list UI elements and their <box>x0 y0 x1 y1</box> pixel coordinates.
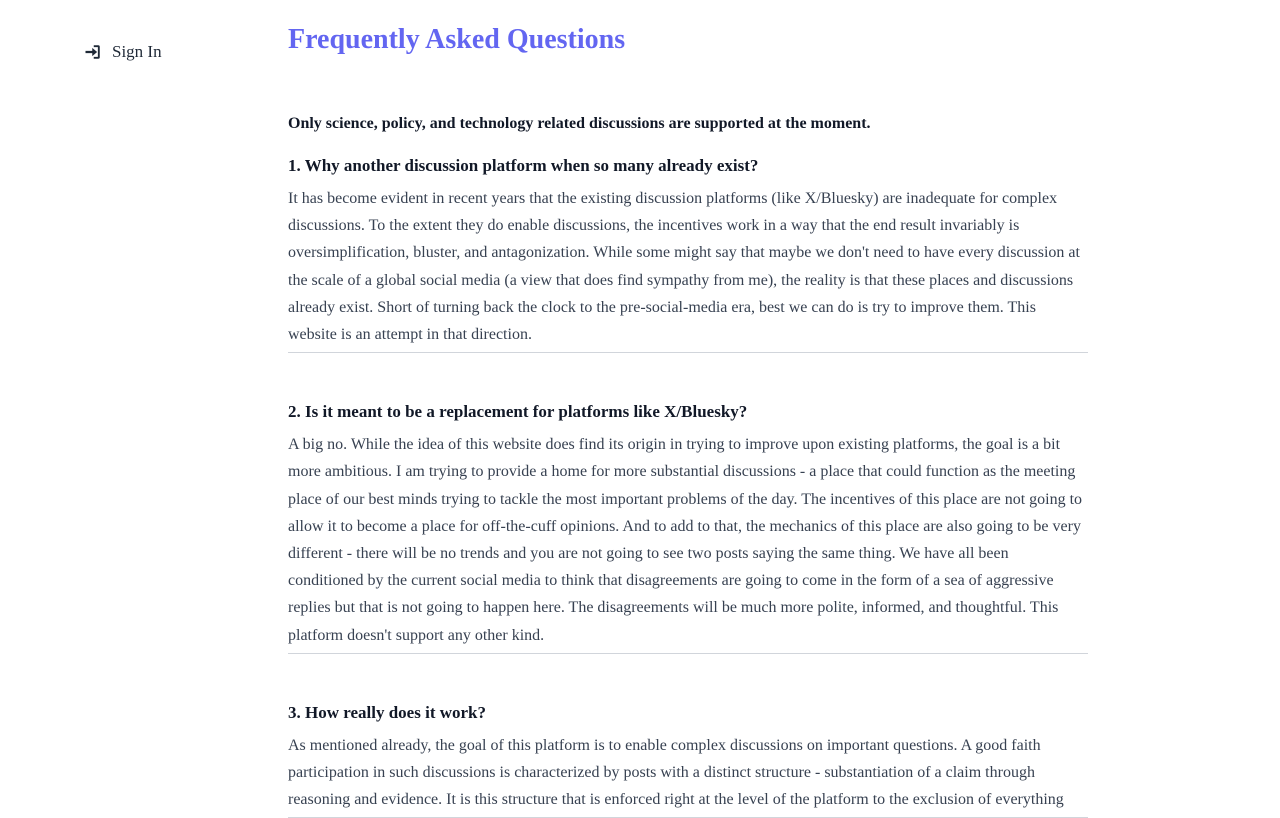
faq-question: 1. Why another discussion platform when so many already exist? <box>288 156 759 175</box>
sidebar <box>84 42 264 62</box>
faq-question: 2. Is it meant to be a replacement for platforms like X/Bluesky? <box>288 402 748 422</box>
faq-answer: It has become evident in recent years that the existing discussion platforms (like X/Bluesky) are inadequate for complex discussions. To the extent they do enable discussions, the incentives work in a way that the end result invariably is oversimplification, bluster, and antagonization. While some might say that maybe we don't need to have every discussion at the scale of a global social media (a view that does find sympathy from me), the reality is that these places and discussions already exist. Short of turning back the clock to the pre-social-media era, best we can do is try to improve them. This website is an attempt in that direction. <box>288 190 1080 344</box>
faq-item <box>288 702 1088 818</box>
faq-answer: As mentioned already, the goal of this platform is to enable complex discussions on important questions. A good faith participation in such discussions is characterized by posts with a distinct structure - substantiation of a claim through reasoning and evidence. It is this structure that is enforced right at the level of the platform to the exclusion of everything <box>288 736 1064 809</box>
sign-in-label: Sign In <box>112 42 162 61</box>
faq-question: 3. How really does it work? <box>288 702 487 722</box>
faq-answer: A big no. While the idea of this website does find its origin in trying to improve upon existing platforms, the goal is a bit more ambitious. I am trying to provide a home for more substantial discussions - a place that could function as the meeting place of our best minds trying to tackle the most important problems of the day. The incentives of this place are not going to allow it to become a place for off-the-cuff opinions. And to add to that, the mechanics of this place are also going to be very different - there will be no trends and you are not going to see two posts saying the same thing. We have all been conditioned by the current social media to think that disagreements are going to come in the form of a sea of aggressive replies but that is not going to happen here. The disagreements will be much more polite, informed, and thoughtful. This platform doesn't support any other kind. <box>288 436 1083 644</box>
main-content <box>288 0 1088 818</box>
sign-in-link[interactable] <box>84 42 264 62</box>
sign-in-icon <box>84 43 102 61</box>
page-title: Frequently Asked Questions <box>288 24 626 55</box>
faq-item <box>288 155 1088 353</box>
notice-text: Only science, policy, and technology related discussions are supported at the moment. <box>288 115 871 132</box>
faq-item <box>288 401 1088 654</box>
